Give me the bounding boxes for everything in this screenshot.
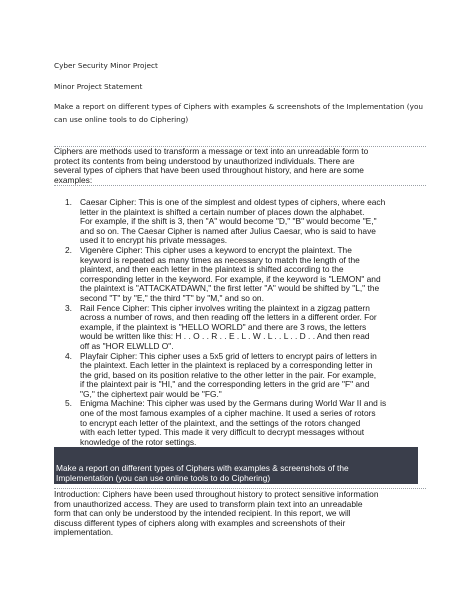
list-line: "G," the ciphertext pair would be "FG." <box>80 388 222 399</box>
list-line: plaintext, and then each letter in the plaintext is shifted according to the <box>80 264 344 275</box>
statement-line-2: can use online tools to do Ciphering) <box>54 115 189 124</box>
list-line: off as "HOR ELWLLD O". <box>80 340 174 351</box>
intro-line: examples: <box>54 174 93 185</box>
list-number: 5. <box>65 398 72 409</box>
statement-line-1: Make a report on different types of Ciphers with examples & screenshots of the Implementation (you <box>54 102 424 111</box>
outro-line: implementation. <box>54 527 114 538</box>
list-line: the plaintext. Each letter in the plaintext is replaced by a corresponding letter in <box>80 360 373 371</box>
list-line: second "T" by "E," the third "T" by "M," and so on. <box>80 292 264 303</box>
list-line: the plaintext is "ATTACKATDAWN," the first letter "A" would be shifted by "L," the <box>80 283 380 294</box>
list-item-playfair <box>54 352 426 400</box>
outro-line: Introduction: Ciphers have been used throughout history to protect sensitive information <box>54 489 379 499</box>
list-number: 1. <box>65 197 72 207</box>
list-line: Enigma Machine: This cipher was used by the Germans during World War II and is <box>80 398 387 409</box>
list-number: 2. <box>65 244 72 255</box>
project-statement-heading: Minor Project Statement <box>54 82 143 91</box>
introduction-paragraph <box>54 488 426 538</box>
list-line: For example, if the shift is 3, then "A" would become "D," "B" would become "E," <box>80 216 377 227</box>
cipher-list <box>54 198 426 447</box>
highlighted-statement-banner <box>54 447 418 484</box>
intro-line: protect its contents from being understood by unauthorized individuals. There are <box>54 155 355 166</box>
list-line: with each letter typed. This made it very difficult to decrypt messages without <box>80 427 365 438</box>
banner-line: Make a report on different types of Ciphers with examples & screenshots of the <box>56 463 349 473</box>
list-line: would be written like this: H . . O . . R . . E . L . W . L . . L . . D . . And then read <box>80 331 370 342</box>
list-line: Rail Fence Cipher: This cipher involves writing the plaintext in a zigzag pattern <box>80 302 370 313</box>
list-number: 3. <box>65 302 72 313</box>
list-line: used it to encrypt his private messages. <box>80 235 228 246</box>
list-line: keyword is repeated as many times as necessary to match the length of the <box>80 254 360 265</box>
list-line: if the plaintext pair is "HI," and the corresponding letters in the grid are "F" and <box>80 379 370 390</box>
list-item-enigma <box>54 399 426 447</box>
list-line: across a number of rows, and then reading off the letters in a different order. For <box>80 312 377 323</box>
list-line: Playfair Cipher: This cipher uses a 5x5 grid of letters to encrypt pairs of letters in <box>80 350 377 361</box>
outro-line: from unauthorized access. They are used to transform plain text into an unreadable <box>54 498 363 509</box>
list-line: to encrypt each letter of the plaintext, and the settings of the rotors changed <box>80 417 361 428</box>
list-item-vigenere <box>54 246 426 304</box>
intro-line: several types of ciphers that have been used throughout history, and here are some <box>54 165 364 176</box>
list-number: 4. <box>65 350 72 361</box>
intro-paragraph <box>54 146 426 186</box>
list-line: corresponding letter in the keyword. For example, if the keyword is "LEMON" and <box>80 273 381 284</box>
outro-line: form that can only be understood by the intended recipient. In this report, we will <box>54 508 351 519</box>
list-line: Caesar Cipher: This is one of the simplest and oldest types of ciphers, where each <box>80 197 386 207</box>
list-line: one of the most famous examples of a cipher machine. It used a series of rotors <box>80 408 376 419</box>
banner-line: Implementation (you can use online tools to do Ciphering) <box>56 472 271 483</box>
intro-line: Ciphers are methods used to transform a message or text into an unreadable form to <box>54 146 369 156</box>
list-item-caesar <box>54 198 426 246</box>
list-line: letter in the plaintext is shifted a certain number of places down the alphabet. <box>80 206 365 217</box>
project-title: Cyber Security Minor Project <box>54 61 158 70</box>
list-item-rail-fence <box>54 304 426 352</box>
list-line: example, if the plaintext is "HELLO WORLD" and there are 3 rows, the letters <box>80 321 367 332</box>
list-line: the grid, based on its position relative to the other letter in the pair. For example, <box>80 369 377 380</box>
banner-text <box>56 464 416 483</box>
list-line: Vigenère Cipher: This cipher uses a keyword to encrypt the plaintext. The <box>80 244 352 255</box>
list-line: knowledge of the rotor settings. <box>80 436 197 447</box>
outro-line: discuss different types of ciphers along with examples and screenshots of their <box>54 517 346 528</box>
list-line: and so on. The Caesar Cipher is named after Julius Caesar, who is said to have <box>80 225 376 236</box>
